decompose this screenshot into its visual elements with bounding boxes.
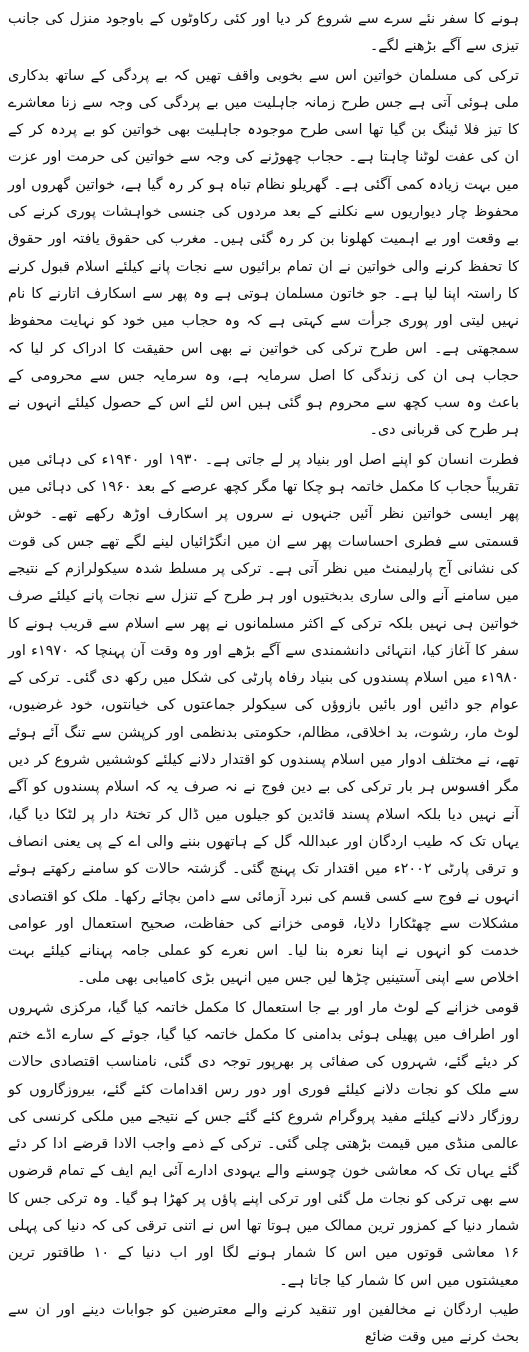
paragraph-intro-ending: ہونے کا سفر نئے سرے سے شروع کر دیا اور کئی رکاوٹوں کے باوجود منزل کی جانب تیزی سے آگے بڑھنے لگے۔ (8, 11, 519, 55)
paragraph-human-nature-history: فطرت انسان کو اپنے اصل اور بنیاد پر لے جاتی ہے۔ ۱۹۳۰ اور ۱۹۴۰ء کی دہائی میں تقریباً حجاب کا مکمل خاتمہ ہو چکا تھا مگر کچھ عرصے کے بعد ۱۹۶۰ کی دہائی میں پھر ایسی خواتین نظر آئیں جنہوں نے سروں پر اسکارف اوڑھ رکھے تھے۔ خوش قسمتی سے فطری احساسات پھر سے ان میں انگڑائیاں لینے لگے تھے جس کی قوت کی نشانی آج پارلیمنٹ میں نظر آتی ہے۔ ترکی پر مسلط شدہ سیکولرازم کے نتیجے میں سامنے آنے والی ساری بدبختیوں اور ہر طرح کے تنزل سے نجات پانے کیلئے صرف خواتین ہی نہیں بلکہ ترکی کے اکثر مسلمانوں نے پھر سے اسلام سے قریب ہونے کا سفر کا آغاز کیا، انتہائی دانشمندی سے آگے بڑھے اور وہ وقت آن پہنچا کہ ۱۹۷۰ء اور ۱۹۸۰ء میں اسلام پسندوں کی بنیاد رفاہ پارٹی کی شکل میں رکھ دی گئی۔ ترکی کے عوام جو دائیں اور بائیں بازوؤں کی سیکولر جماعتوں کی خیانتوں، خود غرضیوں، لوٹ مار، رشوت، بد اخلاقی، مظالم، حکومتی بدنظمی اور کرپشن سے تنگ آئے ہوئے تھے، نے مختلف ادوار میں اسلام پسندوں کو اقتدار دلانے کیلئے کوششیں شروع کر دیں مگر افسوس ہر بار ترکی کی بے دین فوج نے نہ صرف یہ کہ اسلام پسندوں کو آگے آنے نہیں دیا بلکہ اسلام پسند قائدین کو جیلوں میں ڈال کر تختۂ دار پر لٹکا دیا گیا، یہاں تک کہ طیب اردگان اور عبداللہ گل کے ہاتھوں بننے والی اے کے پی یعنی انصاف و ترقی پارٹی ۲۰۰۲ء میں اقتدار تک پہنچ گئی۔ گزشتہ حالات کو سامنے رکھتے ہوئے انہوں نے فوج سے کسی قسم کی نبرد آزمائی سے دامن بچائے رکھا۔ ملک کو اقتصادی مشکلات سے چھٹکارا دلایا، قومی خزانے کی حفاظت، صحیح استعمال اور عوامی خدمت کو انہوں نے اپنا نعرہ بنا لیا۔ اس نعرے کو عملی جامہ پہنانے کیلئے بہت اخلاص سے اپنی آستینیں چڑھا لیں جس میں انہیں بڑی کامیابی بھی ملی۔ (8, 451, 519, 987)
paragraph-erdogan-continues: طیب اردگان نے مخالفین اور تنقید کرنے والے معترضین کو جوابات دینے اور ان سے بحث کرنے میں وقت ضائع (8, 1301, 519, 1346)
paragraph-economic-reforms: قومی خزانے کے لوٹ مار اور بے جا استعمال کا مکمل خاتمہ کیا گیا، مرکزی شہروں اور اطراف میں پھیلی ہوئی بدامنی کا مکمل خاتمہ کیا گیا، جوئے کے سارے اڈے ختم کر دیئے گئے، شہروں کی صفائی پر بھرپور توجہ دی گئی، نامناسب اقتصادی حالات سے ملک کو نجات دلانے کیلئے فوری اور دور رس اقدامات کئے گئے، بیروزگاروں کو روزگار دلانے کیلئے مفید پروگرام شروع کئے گئے جس کے نتیجے میں ملکی کرنسی کی عالمی منڈی میں قیمت بڑھتی چلی گئی۔ ترکی کے ذمے واجب الادا قرضے ادا کر دئے گئے یہاں تک کہ معاشی خون چوسنے والے یہودی ادارے آئی ایم ایف کے تمام قرضوں سے بھی ترکی کو نجات مل گئی اور ترکی اپنے پاؤں پر کھڑا ہو گیا۔ وہ ترکی جس کا شمار دنیا کے کمزور ترین ممالک میں ہوتا تھا اس نے اتنی ترقی کی کہ دنیا کی پہلی ۱۶ معاشی قوتوں میں اس کا شمار ہونے لگا اور اب دنیا کے ۱۰ طاقتور ترین معیشتوں میں اس کا شمار کیا جاتا ہے۔ (8, 999, 519, 1289)
paragraph-turkish-women-hijab: ترکی کی مسلمان خواتین اس سے بخوبی واقف تھیں کہ بے پردگی کے ساتھ بدکاری ملی ہوئی آتی ہے جس طرح زمانہ جاہلیت میں بے پردگی کی وجہ سے زنا معاشرے کا تیز فلا ئینگ بن گیا تھا اسی طرح موجودہ جاہلیت بھی خواتین کو بے پردہ کر کے ان کی عفت لوٹنا چاہتا ہے۔ حجاب چھوڑنے کی وجہ سے خواتین کی حرمت اور عزت میں بہت زیادہ کمی آگئی ہے۔ گھریلو نظام تباہ ہو کر رہ گیا ہے، خواتین گھروں اور محفوظ چار دیواریوں سے نکلنے کے بعد مردوں کی جنسی خواہشات پوری کرنے کی بے وقعت اور بے اہمیت کھلونا بن کر رہ گئی ہیں۔ مغرب کی حقوق یافتہ اور حقوق کا تحفظ کرنے والی خواتین نے ان تمام برائیوں سے نجات پانے کیلئے اسلام قبول کرنے کا راستہ اپنا لیا ہے۔ جو خاتون مسلمان ہوتی ہے وہ پھر سے اسکارف اتارنے کا نام نہیں لیتی اور پوری جرأت سے کہتی ہے کہ وہ حجاب میں خود کو نہایت محفوظ سمجھتی ہے۔ اس طرح ترکی کی خواتین نے بھی اس حقیقت کا ادراک کر لیا کہ حجاب ہی ان کی زندگی کا اصل سرمایہ ہے، وہ سرمایہ جس سے محرومی کے باعث وہ سب کچھ سے محروم ہو گئی ہیں اس لئے اس کے حصول کیلئے انہوں نے ہر طرح کی قربانی دی۔ (8, 67, 519, 439)
